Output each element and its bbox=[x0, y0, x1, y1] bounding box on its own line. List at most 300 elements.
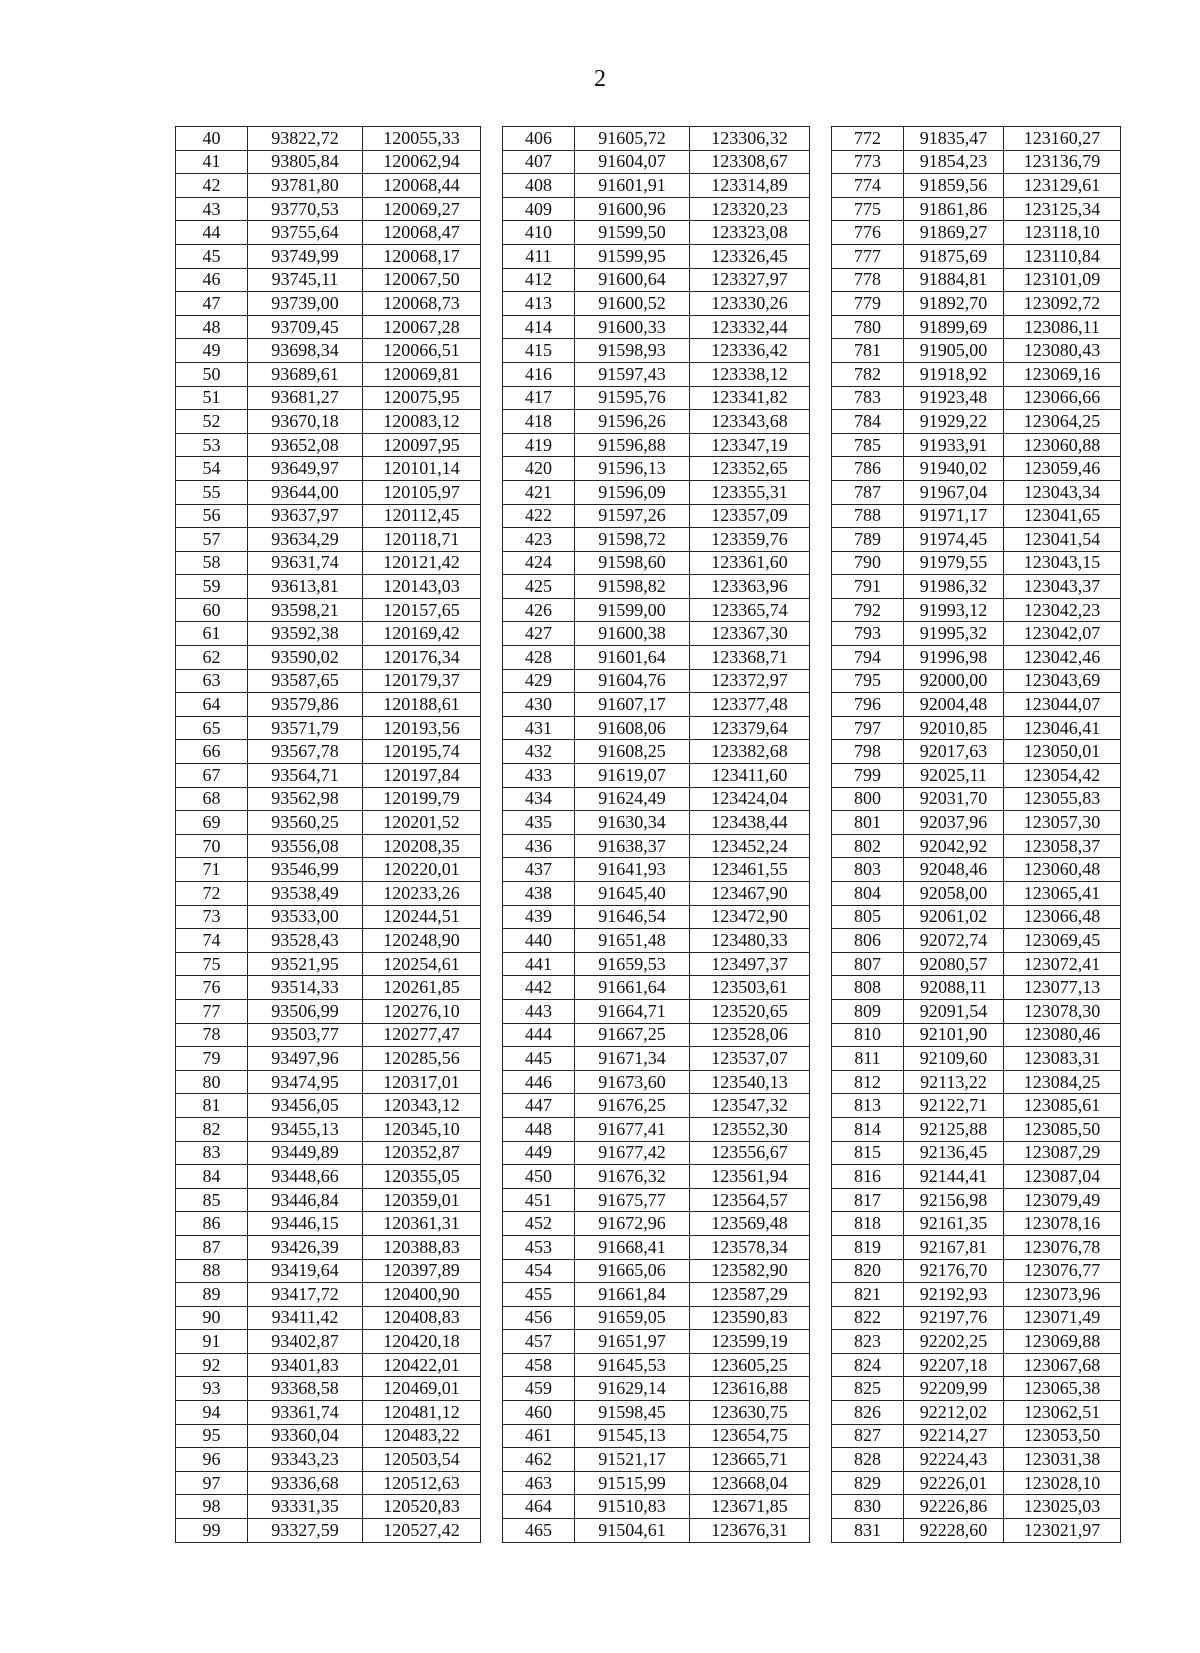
point-number-cell: 801 bbox=[832, 811, 904, 835]
point-number-cell: 75 bbox=[176, 952, 248, 976]
point-number-cell: 822 bbox=[832, 1306, 904, 1330]
x-coordinate-cell: 91600,96 bbox=[575, 197, 690, 221]
y-coordinate-cell: 120408,83 bbox=[363, 1306, 481, 1330]
y-coordinate-cell: 123041,54 bbox=[1004, 528, 1121, 552]
point-number-cell: 778 bbox=[832, 268, 904, 292]
column-gap bbox=[481, 1495, 503, 1519]
y-coordinate-cell: 123314,89 bbox=[690, 174, 810, 198]
y-coordinate-cell: 120195,74 bbox=[363, 740, 481, 764]
point-number-cell: 48 bbox=[176, 315, 248, 339]
x-coordinate-cell: 91929,22 bbox=[904, 410, 1004, 434]
x-coordinate-cell: 91608,25 bbox=[575, 740, 690, 764]
point-number-cell: 416 bbox=[503, 362, 575, 386]
y-coordinate-cell: 123160,27 bbox=[1004, 127, 1121, 151]
x-coordinate-cell: 91598,93 bbox=[575, 339, 690, 363]
x-coordinate-cell: 93567,78 bbox=[248, 740, 363, 764]
table-row bbox=[176, 150, 1121, 174]
y-coordinate-cell: 120067,50 bbox=[363, 268, 481, 292]
table-row bbox=[176, 221, 1121, 245]
point-number-cell: 62 bbox=[176, 646, 248, 670]
y-coordinate-cell: 123630,75 bbox=[690, 1401, 810, 1425]
y-coordinate-cell: 123332,44 bbox=[690, 315, 810, 339]
column-gap bbox=[810, 598, 832, 622]
column-gap bbox=[810, 1401, 832, 1425]
point-number-cell: 426 bbox=[503, 598, 575, 622]
y-coordinate-cell: 123671,85 bbox=[690, 1495, 810, 1519]
column-gap bbox=[810, 174, 832, 198]
x-coordinate-cell: 91996,98 bbox=[904, 646, 1004, 670]
point-number-cell: 437 bbox=[503, 858, 575, 882]
point-number-cell: 81 bbox=[176, 1094, 248, 1118]
point-number-cell: 59 bbox=[176, 575, 248, 599]
x-coordinate-cell: 93745,11 bbox=[248, 268, 363, 292]
x-coordinate-cell: 91967,04 bbox=[904, 480, 1004, 504]
y-coordinate-cell: 123067,68 bbox=[1004, 1353, 1121, 1377]
x-coordinate-cell: 93564,71 bbox=[248, 764, 363, 788]
y-coordinate-cell: 123087,29 bbox=[1004, 1141, 1121, 1165]
point-number-cell: 795 bbox=[832, 669, 904, 693]
y-coordinate-cell: 120201,52 bbox=[363, 811, 481, 835]
table-row bbox=[176, 1188, 1121, 1212]
point-number-cell: 90 bbox=[176, 1306, 248, 1330]
point-number-cell: 830 bbox=[832, 1495, 904, 1519]
y-coordinate-cell: 123308,67 bbox=[690, 150, 810, 174]
x-coordinate-cell: 91986,32 bbox=[904, 575, 1004, 599]
column-gap bbox=[810, 1448, 832, 1472]
x-coordinate-cell: 92004,48 bbox=[904, 693, 1004, 717]
column-gap bbox=[481, 1117, 503, 1141]
x-coordinate-cell: 91596,09 bbox=[575, 480, 690, 504]
y-coordinate-cell: 120199,79 bbox=[363, 787, 481, 811]
y-coordinate-cell: 120083,12 bbox=[363, 410, 481, 434]
point-number-cell: 94 bbox=[176, 1401, 248, 1425]
y-coordinate-cell: 120118,71 bbox=[363, 528, 481, 552]
x-coordinate-cell: 91600,33 bbox=[575, 315, 690, 339]
y-coordinate-cell: 123042,46 bbox=[1004, 646, 1121, 670]
x-coordinate-cell: 91869,27 bbox=[904, 221, 1004, 245]
point-number-cell: 788 bbox=[832, 504, 904, 528]
y-coordinate-cell: 120121,42 bbox=[363, 551, 481, 575]
point-number-cell: 410 bbox=[503, 221, 575, 245]
point-number-cell: 66 bbox=[176, 740, 248, 764]
point-number-cell: 92 bbox=[176, 1353, 248, 1377]
coordinates-table-body bbox=[176, 127, 1121, 1543]
point-number-cell: 441 bbox=[503, 952, 575, 976]
x-coordinate-cell: 92017,63 bbox=[904, 740, 1004, 764]
x-coordinate-cell: 92042,92 bbox=[904, 834, 1004, 858]
y-coordinate-cell: 120176,34 bbox=[363, 646, 481, 670]
point-number-cell: 439 bbox=[503, 905, 575, 929]
point-number-cell: 791 bbox=[832, 575, 904, 599]
column-gap bbox=[481, 504, 503, 528]
table-row bbox=[176, 1070, 1121, 1094]
column-gap bbox=[481, 1212, 503, 1236]
y-coordinate-cell: 123076,77 bbox=[1004, 1259, 1121, 1283]
y-coordinate-cell: 123676,31 bbox=[690, 1519, 810, 1543]
y-coordinate-cell: 120069,27 bbox=[363, 197, 481, 221]
point-number-cell: 462 bbox=[503, 1448, 575, 1472]
x-coordinate-cell: 93448,66 bbox=[248, 1165, 363, 1189]
y-coordinate-cell: 123072,41 bbox=[1004, 952, 1121, 976]
y-coordinate-cell: 120066,51 bbox=[363, 339, 481, 363]
column-gap bbox=[481, 598, 503, 622]
point-number-cell: 74 bbox=[176, 929, 248, 953]
point-number-cell: 457 bbox=[503, 1330, 575, 1354]
x-coordinate-cell: 91595,76 bbox=[575, 386, 690, 410]
point-number-cell: 429 bbox=[503, 669, 575, 693]
x-coordinate-cell: 93401,83 bbox=[248, 1353, 363, 1377]
table-row bbox=[176, 740, 1121, 764]
x-coordinate-cell: 93446,84 bbox=[248, 1188, 363, 1212]
point-number-cell: 796 bbox=[832, 693, 904, 717]
x-coordinate-cell: 91629,14 bbox=[575, 1377, 690, 1401]
x-coordinate-cell: 91673,60 bbox=[575, 1070, 690, 1094]
x-coordinate-cell: 92048,46 bbox=[904, 858, 1004, 882]
y-coordinate-cell: 120343,12 bbox=[363, 1094, 481, 1118]
table-row bbox=[176, 646, 1121, 670]
table-row bbox=[176, 834, 1121, 858]
x-coordinate-cell: 92167,81 bbox=[904, 1235, 1004, 1259]
y-coordinate-cell: 123347,19 bbox=[690, 433, 810, 457]
point-number-cell: 83 bbox=[176, 1141, 248, 1165]
table-row bbox=[176, 1283, 1121, 1307]
y-coordinate-cell: 120361,31 bbox=[363, 1212, 481, 1236]
y-coordinate-cell: 123578,34 bbox=[690, 1235, 810, 1259]
x-coordinate-cell: 91596,88 bbox=[575, 433, 690, 457]
y-coordinate-cell: 123118,10 bbox=[1004, 221, 1121, 245]
y-coordinate-cell: 120520,83 bbox=[363, 1495, 481, 1519]
y-coordinate-cell: 123377,48 bbox=[690, 693, 810, 717]
column-gap bbox=[481, 1070, 503, 1094]
y-coordinate-cell: 123528,06 bbox=[690, 1023, 810, 1047]
table-row bbox=[176, 197, 1121, 221]
y-coordinate-cell: 123520,65 bbox=[690, 999, 810, 1023]
y-coordinate-cell: 120220,01 bbox=[363, 858, 481, 882]
y-coordinate-cell: 123467,90 bbox=[690, 882, 810, 906]
y-coordinate-cell: 120261,85 bbox=[363, 976, 481, 1000]
table-row bbox=[176, 1471, 1121, 1495]
x-coordinate-cell: 91974,45 bbox=[904, 528, 1004, 552]
y-coordinate-cell: 123041,65 bbox=[1004, 504, 1121, 528]
x-coordinate-cell: 91515,99 bbox=[575, 1471, 690, 1495]
column-gap bbox=[481, 221, 503, 245]
point-number-cell: 46 bbox=[176, 268, 248, 292]
point-number-cell: 95 bbox=[176, 1424, 248, 1448]
x-coordinate-cell: 91599,50 bbox=[575, 221, 690, 245]
y-coordinate-cell: 123320,23 bbox=[690, 197, 810, 221]
point-number-cell: 460 bbox=[503, 1401, 575, 1425]
y-coordinate-cell: 123599,19 bbox=[690, 1330, 810, 1354]
point-number-cell: 57 bbox=[176, 528, 248, 552]
x-coordinate-cell: 91598,45 bbox=[575, 1401, 690, 1425]
x-coordinate-cell: 93426,39 bbox=[248, 1235, 363, 1259]
y-coordinate-cell: 123411,60 bbox=[690, 764, 810, 788]
x-coordinate-cell: 91641,93 bbox=[575, 858, 690, 882]
y-coordinate-cell: 120483,22 bbox=[363, 1424, 481, 1448]
x-coordinate-cell: 93631,74 bbox=[248, 551, 363, 575]
table-row bbox=[176, 1401, 1121, 1425]
column-gap bbox=[481, 1519, 503, 1543]
table-row bbox=[176, 575, 1121, 599]
point-number-cell: 52 bbox=[176, 410, 248, 434]
x-coordinate-cell: 93417,72 bbox=[248, 1283, 363, 1307]
column-gap bbox=[481, 929, 503, 953]
x-coordinate-cell: 93652,08 bbox=[248, 433, 363, 457]
table-row bbox=[176, 787, 1121, 811]
x-coordinate-cell: 92037,96 bbox=[904, 811, 1004, 835]
point-number-cell: 783 bbox=[832, 386, 904, 410]
column-gap bbox=[481, 882, 503, 906]
y-coordinate-cell: 123361,60 bbox=[690, 551, 810, 575]
x-coordinate-cell: 92136,45 bbox=[904, 1141, 1004, 1165]
point-number-cell: 413 bbox=[503, 292, 575, 316]
x-coordinate-cell: 91607,17 bbox=[575, 693, 690, 717]
column-gap bbox=[481, 339, 503, 363]
x-coordinate-cell: 93598,21 bbox=[248, 598, 363, 622]
page-number: 2 bbox=[594, 66, 606, 92]
x-coordinate-cell: 91664,71 bbox=[575, 999, 690, 1023]
point-number-cell: 412 bbox=[503, 268, 575, 292]
y-coordinate-cell: 123071,49 bbox=[1004, 1306, 1121, 1330]
y-coordinate-cell: 120143,03 bbox=[363, 575, 481, 599]
y-coordinate-cell: 123050,01 bbox=[1004, 740, 1121, 764]
table-row bbox=[176, 551, 1121, 575]
point-number-cell: 40 bbox=[176, 127, 248, 151]
point-number-cell: 58 bbox=[176, 551, 248, 575]
y-coordinate-cell: 120400,90 bbox=[363, 1283, 481, 1307]
y-coordinate-cell: 120105,97 bbox=[363, 480, 481, 504]
x-coordinate-cell: 92226,86 bbox=[904, 1495, 1004, 1519]
y-coordinate-cell: 120062,94 bbox=[363, 150, 481, 174]
x-coordinate-cell: 91979,55 bbox=[904, 551, 1004, 575]
column-gap bbox=[481, 999, 503, 1023]
y-coordinate-cell: 120112,45 bbox=[363, 504, 481, 528]
column-gap bbox=[481, 1424, 503, 1448]
x-coordinate-cell: 93592,38 bbox=[248, 622, 363, 646]
column-gap bbox=[481, 905, 503, 929]
y-coordinate-cell: 123327,97 bbox=[690, 268, 810, 292]
y-coordinate-cell: 123060,88 bbox=[1004, 433, 1121, 457]
column-gap bbox=[810, 858, 832, 882]
column-gap bbox=[810, 1283, 832, 1307]
column-gap bbox=[810, 362, 832, 386]
point-number-cell: 61 bbox=[176, 622, 248, 646]
y-coordinate-cell: 123066,66 bbox=[1004, 386, 1121, 410]
y-coordinate-cell: 120397,89 bbox=[363, 1259, 481, 1283]
x-coordinate-cell: 91933,91 bbox=[904, 433, 1004, 457]
table-row bbox=[176, 1519, 1121, 1543]
x-coordinate-cell: 93538,49 bbox=[248, 882, 363, 906]
x-coordinate-cell: 91918,92 bbox=[904, 362, 1004, 386]
y-coordinate-cell: 123069,88 bbox=[1004, 1330, 1121, 1354]
column-gap bbox=[810, 1141, 832, 1165]
y-coordinate-cell: 123086,11 bbox=[1004, 315, 1121, 339]
x-coordinate-cell: 93343,23 bbox=[248, 1448, 363, 1472]
x-coordinate-cell: 92091,54 bbox=[904, 999, 1004, 1023]
column-gap bbox=[810, 504, 832, 528]
point-number-cell: 442 bbox=[503, 976, 575, 1000]
x-coordinate-cell: 92058,00 bbox=[904, 882, 1004, 906]
column-gap bbox=[481, 1448, 503, 1472]
y-coordinate-cell: 120069,81 bbox=[363, 362, 481, 386]
x-coordinate-cell: 93402,87 bbox=[248, 1330, 363, 1354]
x-coordinate-cell: 91600,52 bbox=[575, 292, 690, 316]
y-coordinate-cell: 123438,44 bbox=[690, 811, 810, 835]
y-coordinate-cell: 123503,61 bbox=[690, 976, 810, 1000]
y-coordinate-cell: 123044,07 bbox=[1004, 693, 1121, 717]
x-coordinate-cell: 91604,76 bbox=[575, 669, 690, 693]
table-row bbox=[176, 1377, 1121, 1401]
y-coordinate-cell: 120208,35 bbox=[363, 834, 481, 858]
x-coordinate-cell: 93579,86 bbox=[248, 693, 363, 717]
column-gap bbox=[481, 480, 503, 504]
column-gap bbox=[481, 1401, 503, 1425]
column-gap bbox=[481, 551, 503, 575]
column-gap bbox=[481, 386, 503, 410]
y-coordinate-cell: 120157,65 bbox=[363, 598, 481, 622]
y-coordinate-cell: 123654,75 bbox=[690, 1424, 810, 1448]
point-number-cell: 65 bbox=[176, 716, 248, 740]
table-row bbox=[176, 929, 1121, 953]
table-row bbox=[176, 1424, 1121, 1448]
column-gap bbox=[481, 1259, 503, 1283]
x-coordinate-cell: 91601,64 bbox=[575, 646, 690, 670]
point-number-cell: 47 bbox=[176, 292, 248, 316]
column-gap bbox=[810, 811, 832, 835]
y-coordinate-cell: 123080,43 bbox=[1004, 339, 1121, 363]
column-gap bbox=[810, 1377, 832, 1401]
column-gap bbox=[481, 1377, 503, 1401]
coordinates-table bbox=[175, 126, 1121, 1543]
y-coordinate-cell: 120244,51 bbox=[363, 905, 481, 929]
x-coordinate-cell: 91905,00 bbox=[904, 339, 1004, 363]
column-gap bbox=[481, 150, 503, 174]
column-gap bbox=[481, 976, 503, 1000]
x-coordinate-cell: 93781,80 bbox=[248, 174, 363, 198]
point-number-cell: 787 bbox=[832, 480, 904, 504]
column-gap bbox=[810, 1188, 832, 1212]
table-row bbox=[176, 1117, 1121, 1141]
x-coordinate-cell: 91646,54 bbox=[575, 905, 690, 929]
column-gap bbox=[810, 999, 832, 1023]
y-coordinate-cell: 120527,42 bbox=[363, 1519, 481, 1543]
column-gap bbox=[810, 1094, 832, 1118]
x-coordinate-cell: 92226,01 bbox=[904, 1471, 1004, 1495]
point-number-cell: 419 bbox=[503, 433, 575, 457]
table-row bbox=[176, 882, 1121, 906]
point-number-cell: 430 bbox=[503, 693, 575, 717]
column-gap bbox=[810, 740, 832, 764]
y-coordinate-cell: 123053,50 bbox=[1004, 1424, 1121, 1448]
column-gap bbox=[810, 1023, 832, 1047]
x-coordinate-cell: 93689,61 bbox=[248, 362, 363, 386]
point-number-cell: 828 bbox=[832, 1448, 904, 1472]
y-coordinate-cell: 123077,13 bbox=[1004, 976, 1121, 1000]
column-gap bbox=[481, 693, 503, 717]
point-number-cell: 444 bbox=[503, 1023, 575, 1047]
x-coordinate-cell: 92161,35 bbox=[904, 1212, 1004, 1236]
y-coordinate-cell: 123590,83 bbox=[690, 1306, 810, 1330]
column-gap bbox=[481, 1047, 503, 1071]
column-gap bbox=[810, 244, 832, 268]
column-gap bbox=[481, 787, 503, 811]
x-coordinate-cell: 91598,72 bbox=[575, 528, 690, 552]
x-coordinate-cell: 93571,79 bbox=[248, 716, 363, 740]
table-row bbox=[176, 315, 1121, 339]
y-coordinate-cell: 123042,07 bbox=[1004, 622, 1121, 646]
table-row bbox=[176, 1165, 1121, 1189]
y-coordinate-cell: 123055,83 bbox=[1004, 787, 1121, 811]
y-coordinate-cell: 123065,41 bbox=[1004, 882, 1121, 906]
y-coordinate-cell: 120233,26 bbox=[363, 882, 481, 906]
x-coordinate-cell: 91861,86 bbox=[904, 197, 1004, 221]
table-row bbox=[176, 127, 1121, 151]
table-row bbox=[176, 386, 1121, 410]
point-number-cell: 461 bbox=[503, 1424, 575, 1448]
x-coordinate-cell: 91597,26 bbox=[575, 504, 690, 528]
y-coordinate-cell: 120481,12 bbox=[363, 1401, 481, 1425]
table-row bbox=[176, 669, 1121, 693]
y-coordinate-cell: 123066,48 bbox=[1004, 905, 1121, 929]
column-gap bbox=[481, 1023, 503, 1047]
x-coordinate-cell: 92025,11 bbox=[904, 764, 1004, 788]
y-coordinate-cell: 120503,54 bbox=[363, 1448, 481, 1472]
point-number-cell: 780 bbox=[832, 315, 904, 339]
y-coordinate-cell: 123365,74 bbox=[690, 598, 810, 622]
y-coordinate-cell: 120193,56 bbox=[363, 716, 481, 740]
x-coordinate-cell: 91645,40 bbox=[575, 882, 690, 906]
point-number-cell: 831 bbox=[832, 1519, 904, 1543]
point-number-cell: 78 bbox=[176, 1023, 248, 1047]
point-number-cell: 409 bbox=[503, 197, 575, 221]
point-number-cell: 809 bbox=[832, 999, 904, 1023]
x-coordinate-cell: 92031,70 bbox=[904, 787, 1004, 811]
x-coordinate-cell: 91597,43 bbox=[575, 362, 690, 386]
point-number-cell: 821 bbox=[832, 1283, 904, 1307]
y-coordinate-cell: 123452,24 bbox=[690, 834, 810, 858]
x-coordinate-cell: 92061,02 bbox=[904, 905, 1004, 929]
x-coordinate-cell: 92224,43 bbox=[904, 1448, 1004, 1472]
y-coordinate-cell: 120512,63 bbox=[363, 1471, 481, 1495]
y-coordinate-cell: 123110,84 bbox=[1004, 244, 1121, 268]
x-coordinate-cell: 91659,05 bbox=[575, 1306, 690, 1330]
x-coordinate-cell: 93634,29 bbox=[248, 528, 363, 552]
x-coordinate-cell: 93497,96 bbox=[248, 1047, 363, 1071]
point-number-cell: 53 bbox=[176, 433, 248, 457]
column-gap bbox=[481, 1330, 503, 1354]
point-number-cell: 790 bbox=[832, 551, 904, 575]
table-row bbox=[176, 622, 1121, 646]
x-coordinate-cell: 93521,95 bbox=[248, 952, 363, 976]
point-number-cell: 810 bbox=[832, 1023, 904, 1047]
column-gap bbox=[481, 1094, 503, 1118]
y-coordinate-cell: 123085,61 bbox=[1004, 1094, 1121, 1118]
point-number-cell: 781 bbox=[832, 339, 904, 363]
column-gap bbox=[810, 1212, 832, 1236]
point-number-cell: 823 bbox=[832, 1330, 904, 1354]
y-coordinate-cell: 120359,01 bbox=[363, 1188, 481, 1212]
column-gap bbox=[481, 127, 503, 151]
x-coordinate-cell: 91875,69 bbox=[904, 244, 1004, 268]
x-coordinate-cell: 91675,77 bbox=[575, 1188, 690, 1212]
column-gap bbox=[481, 622, 503, 646]
x-coordinate-cell: 91835,47 bbox=[904, 127, 1004, 151]
y-coordinate-cell: 120355,05 bbox=[363, 1165, 481, 1189]
column-gap bbox=[810, 457, 832, 481]
y-coordinate-cell: 123605,25 bbox=[690, 1353, 810, 1377]
column-gap bbox=[481, 716, 503, 740]
y-coordinate-cell: 123084,25 bbox=[1004, 1070, 1121, 1094]
